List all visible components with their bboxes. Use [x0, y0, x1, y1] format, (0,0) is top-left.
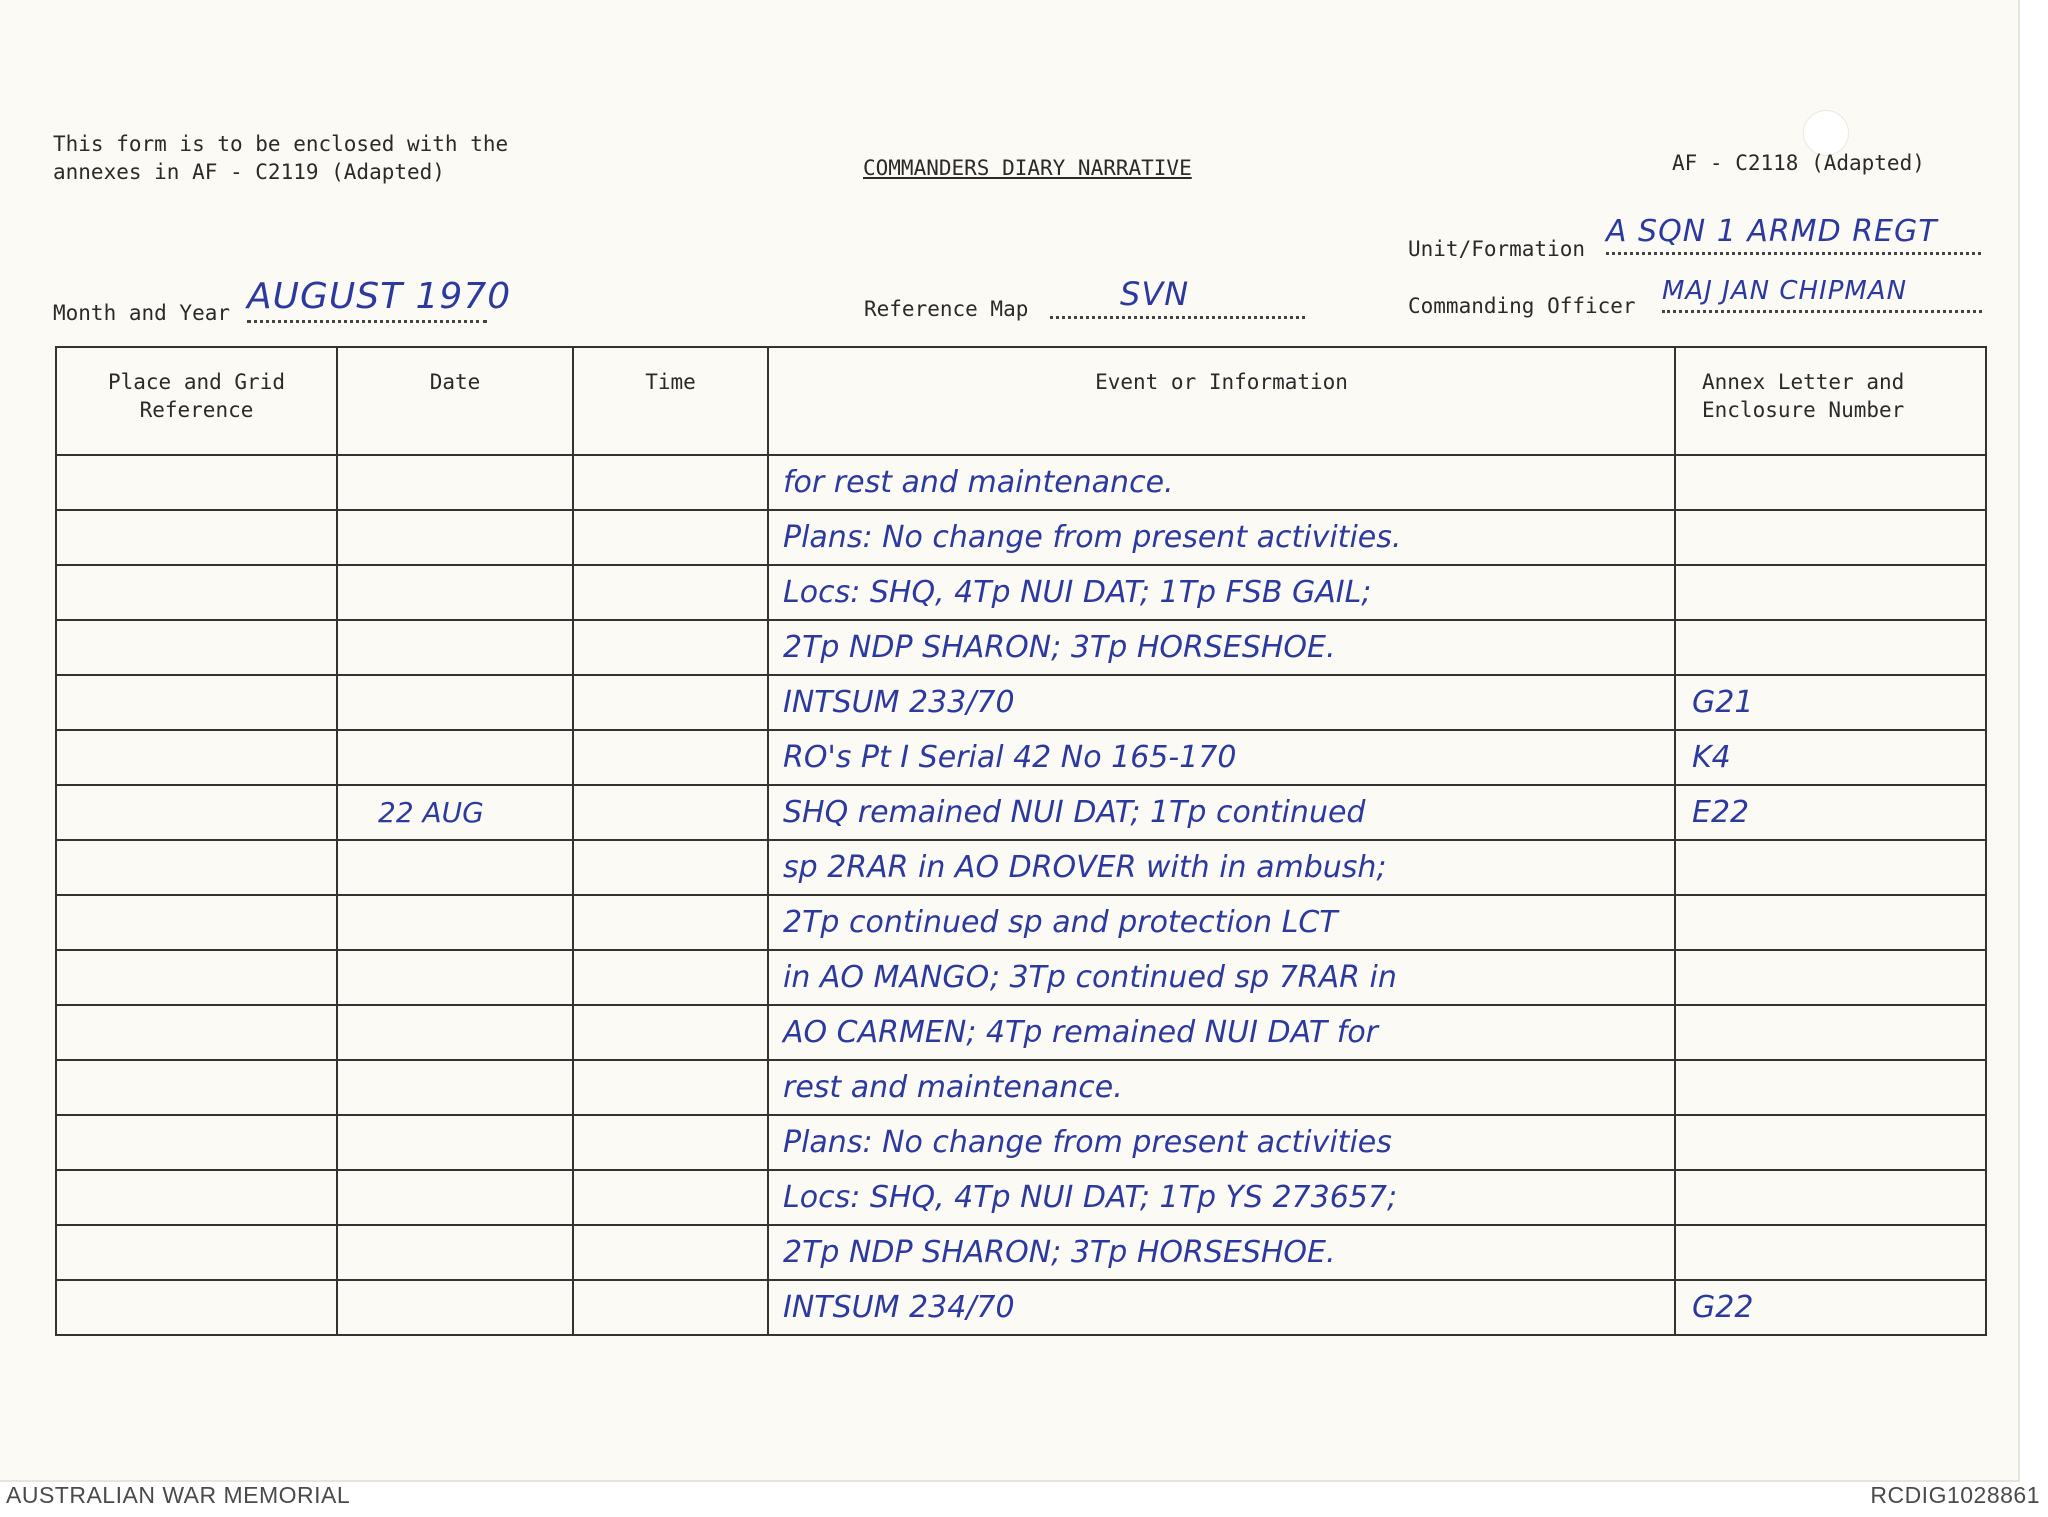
reference-map-label: Reference Map — [864, 297, 1029, 321]
date-cell — [337, 1060, 573, 1115]
time-cell — [573, 455, 768, 510]
annex-cell — [1675, 950, 1986, 1005]
event-cell: 2Tp continued sp and protection LCT — [768, 895, 1675, 950]
table-row — [56, 620, 1986, 675]
date-cell — [337, 1280, 573, 1335]
time-cell — [573, 1005, 768, 1060]
date-cell — [337, 730, 573, 785]
event-cell: in AO MANGO; 3Tp continued sp 7RAR in — [768, 950, 1675, 1005]
table-row — [56, 1170, 1986, 1225]
time-cell — [573, 730, 768, 785]
reference-map-value: SVN — [1050, 272, 1305, 319]
date-cell — [337, 1225, 573, 1280]
annex-cell — [1675, 455, 1986, 510]
place-cell — [56, 1115, 337, 1170]
event-cell: Plans: No change from present activities. — [768, 510, 1675, 565]
annex-cell: K4 — [1675, 730, 1986, 785]
event-cell: 2Tp NDP SHARON; 3Tp HORSESHOE. — [768, 620, 1675, 675]
place-cell — [56, 785, 337, 840]
annex-cell — [1675, 1225, 1986, 1280]
place-cell — [56, 620, 337, 675]
instruction-line-2: annexes in AF - C2119 (Adapted) — [53, 160, 445, 184]
place-cell — [56, 1280, 337, 1335]
date-cell — [337, 840, 573, 895]
time-cell — [573, 675, 768, 730]
place-cell — [56, 730, 337, 785]
time-cell — [573, 620, 768, 675]
place-cell — [56, 565, 337, 620]
annex-cell — [1675, 1060, 1986, 1115]
time-cell — [573, 1170, 768, 1225]
place-cell — [56, 1170, 337, 1225]
footer-record-id: RCDIG1028861 — [1870, 1482, 2040, 1508]
footer-archive-name: AUSTRALIAN WAR MEMORIAL — [6, 1482, 351, 1508]
annex-cell — [1675, 1005, 1986, 1060]
place-cell — [56, 455, 337, 510]
header-annex-enclosure: Annex Letter and Enclosure Number — [1675, 347, 1986, 455]
place-cell — [56, 1005, 337, 1060]
event-cell: for rest and maintenance. — [768, 455, 1675, 510]
annex-cell — [1675, 565, 1986, 620]
table-row — [56, 785, 1986, 840]
month-year-label: Month and Year — [53, 301, 231, 325]
table-header-row — [56, 347, 1986, 455]
annex-cell: G22 — [1675, 1280, 1986, 1335]
event-cell: INTSUM 234/70 — [768, 1280, 1675, 1335]
commanding-officer-value: MAJ JAN CHIPMAN — [1662, 272, 1982, 313]
annex-cell — [1675, 1115, 1986, 1170]
event-cell: sp 2RAR in AO DROVER with in ambush; — [768, 840, 1675, 895]
annex-cell: G21 — [1675, 675, 1986, 730]
table-row — [56, 1060, 1986, 1115]
place-cell — [56, 1225, 337, 1280]
time-cell — [573, 510, 768, 565]
time-cell — [573, 1060, 768, 1115]
date-cell — [337, 950, 573, 1005]
event-cell: RO's Pt I Serial 42 No 165-170 — [768, 730, 1675, 785]
event-cell: Plans: No change from present activities — [768, 1115, 1675, 1170]
date-cell — [337, 1115, 573, 1170]
table-row — [56, 1005, 1986, 1060]
place-cell — [56, 675, 337, 730]
header-place-grid-reference: Place and Grid Reference — [56, 347, 337, 455]
annex-cell: E22 — [1675, 785, 1986, 840]
time-cell — [573, 895, 768, 950]
table-row — [56, 510, 1986, 565]
table-row — [56, 730, 1986, 785]
form-title: COMMANDERS DIARY NARRATIVE — [863, 156, 1192, 180]
date-cell — [337, 565, 573, 620]
form-code: AF - C2118 (Adapted) — [1672, 151, 1925, 175]
date-cell — [337, 510, 573, 565]
table-row — [56, 455, 1986, 510]
event-cell: 2Tp NDP SHARON; 3Tp HORSESHOE. — [768, 1225, 1675, 1280]
date-cell: 22 AUG — [337, 785, 573, 840]
annex-cell — [1675, 510, 1986, 565]
table-row — [56, 1115, 1986, 1170]
annex-cell — [1675, 840, 1986, 895]
date-cell — [337, 1005, 573, 1060]
table-row — [56, 565, 1986, 620]
event-cell: SHQ remained NUI DAT; 1Tp continued — [768, 785, 1675, 840]
place-cell — [56, 950, 337, 1005]
time-cell — [573, 950, 768, 1005]
table-row — [56, 1225, 1986, 1280]
place-cell — [56, 1060, 337, 1115]
time-cell — [573, 565, 768, 620]
header-event-information: Event or Information — [768, 347, 1675, 455]
commanding-officer-label: Commanding Officer — [1408, 294, 1636, 318]
annex-cell — [1675, 895, 1986, 950]
time-cell — [573, 840, 768, 895]
time-cell — [573, 1280, 768, 1335]
date-cell — [337, 620, 573, 675]
instruction-line-1: This form is to be enclosed with the — [53, 132, 509, 156]
place-cell — [56, 840, 337, 895]
date-cell — [337, 675, 573, 730]
event-cell: AO CARMEN; 4Tp remained NUI DAT for — [768, 1005, 1675, 1060]
place-cell — [56, 895, 337, 950]
annex-cell — [1675, 620, 1986, 675]
table-row — [56, 840, 1986, 895]
event-cell: rest and maintenance. — [768, 1060, 1675, 1115]
unit-formation-value: A SQN 1 ARMD REGT — [1606, 212, 1981, 255]
unit-formation-label: Unit/Formation — [1408, 237, 1586, 261]
diary-log-table — [55, 346, 1987, 1336]
event-cell: Locs: SHQ, 4Tp NUI DAT; 1Tp YS 273657; — [768, 1170, 1675, 1225]
annex-cell — [1675, 1170, 1986, 1225]
table-row — [56, 675, 1986, 730]
table-row — [56, 895, 1986, 950]
table-row — [56, 950, 1986, 1005]
table-row — [56, 1280, 1986, 1335]
month-year-value: AUGUST 1970 — [247, 274, 487, 323]
date-cell — [337, 1170, 573, 1225]
header-time: Time — [573, 347, 768, 455]
place-cell — [56, 510, 337, 565]
date-cell — [337, 455, 573, 510]
time-cell — [573, 1115, 768, 1170]
header-date: Date — [337, 347, 573, 455]
time-cell — [573, 785, 768, 840]
time-cell — [573, 1225, 768, 1280]
date-cell — [337, 895, 573, 950]
event-cell: INTSUM 233/70 — [768, 675, 1675, 730]
event-cell: Locs: SHQ, 4Tp NUI DAT; 1Tp FSB GAIL; — [768, 565, 1675, 620]
